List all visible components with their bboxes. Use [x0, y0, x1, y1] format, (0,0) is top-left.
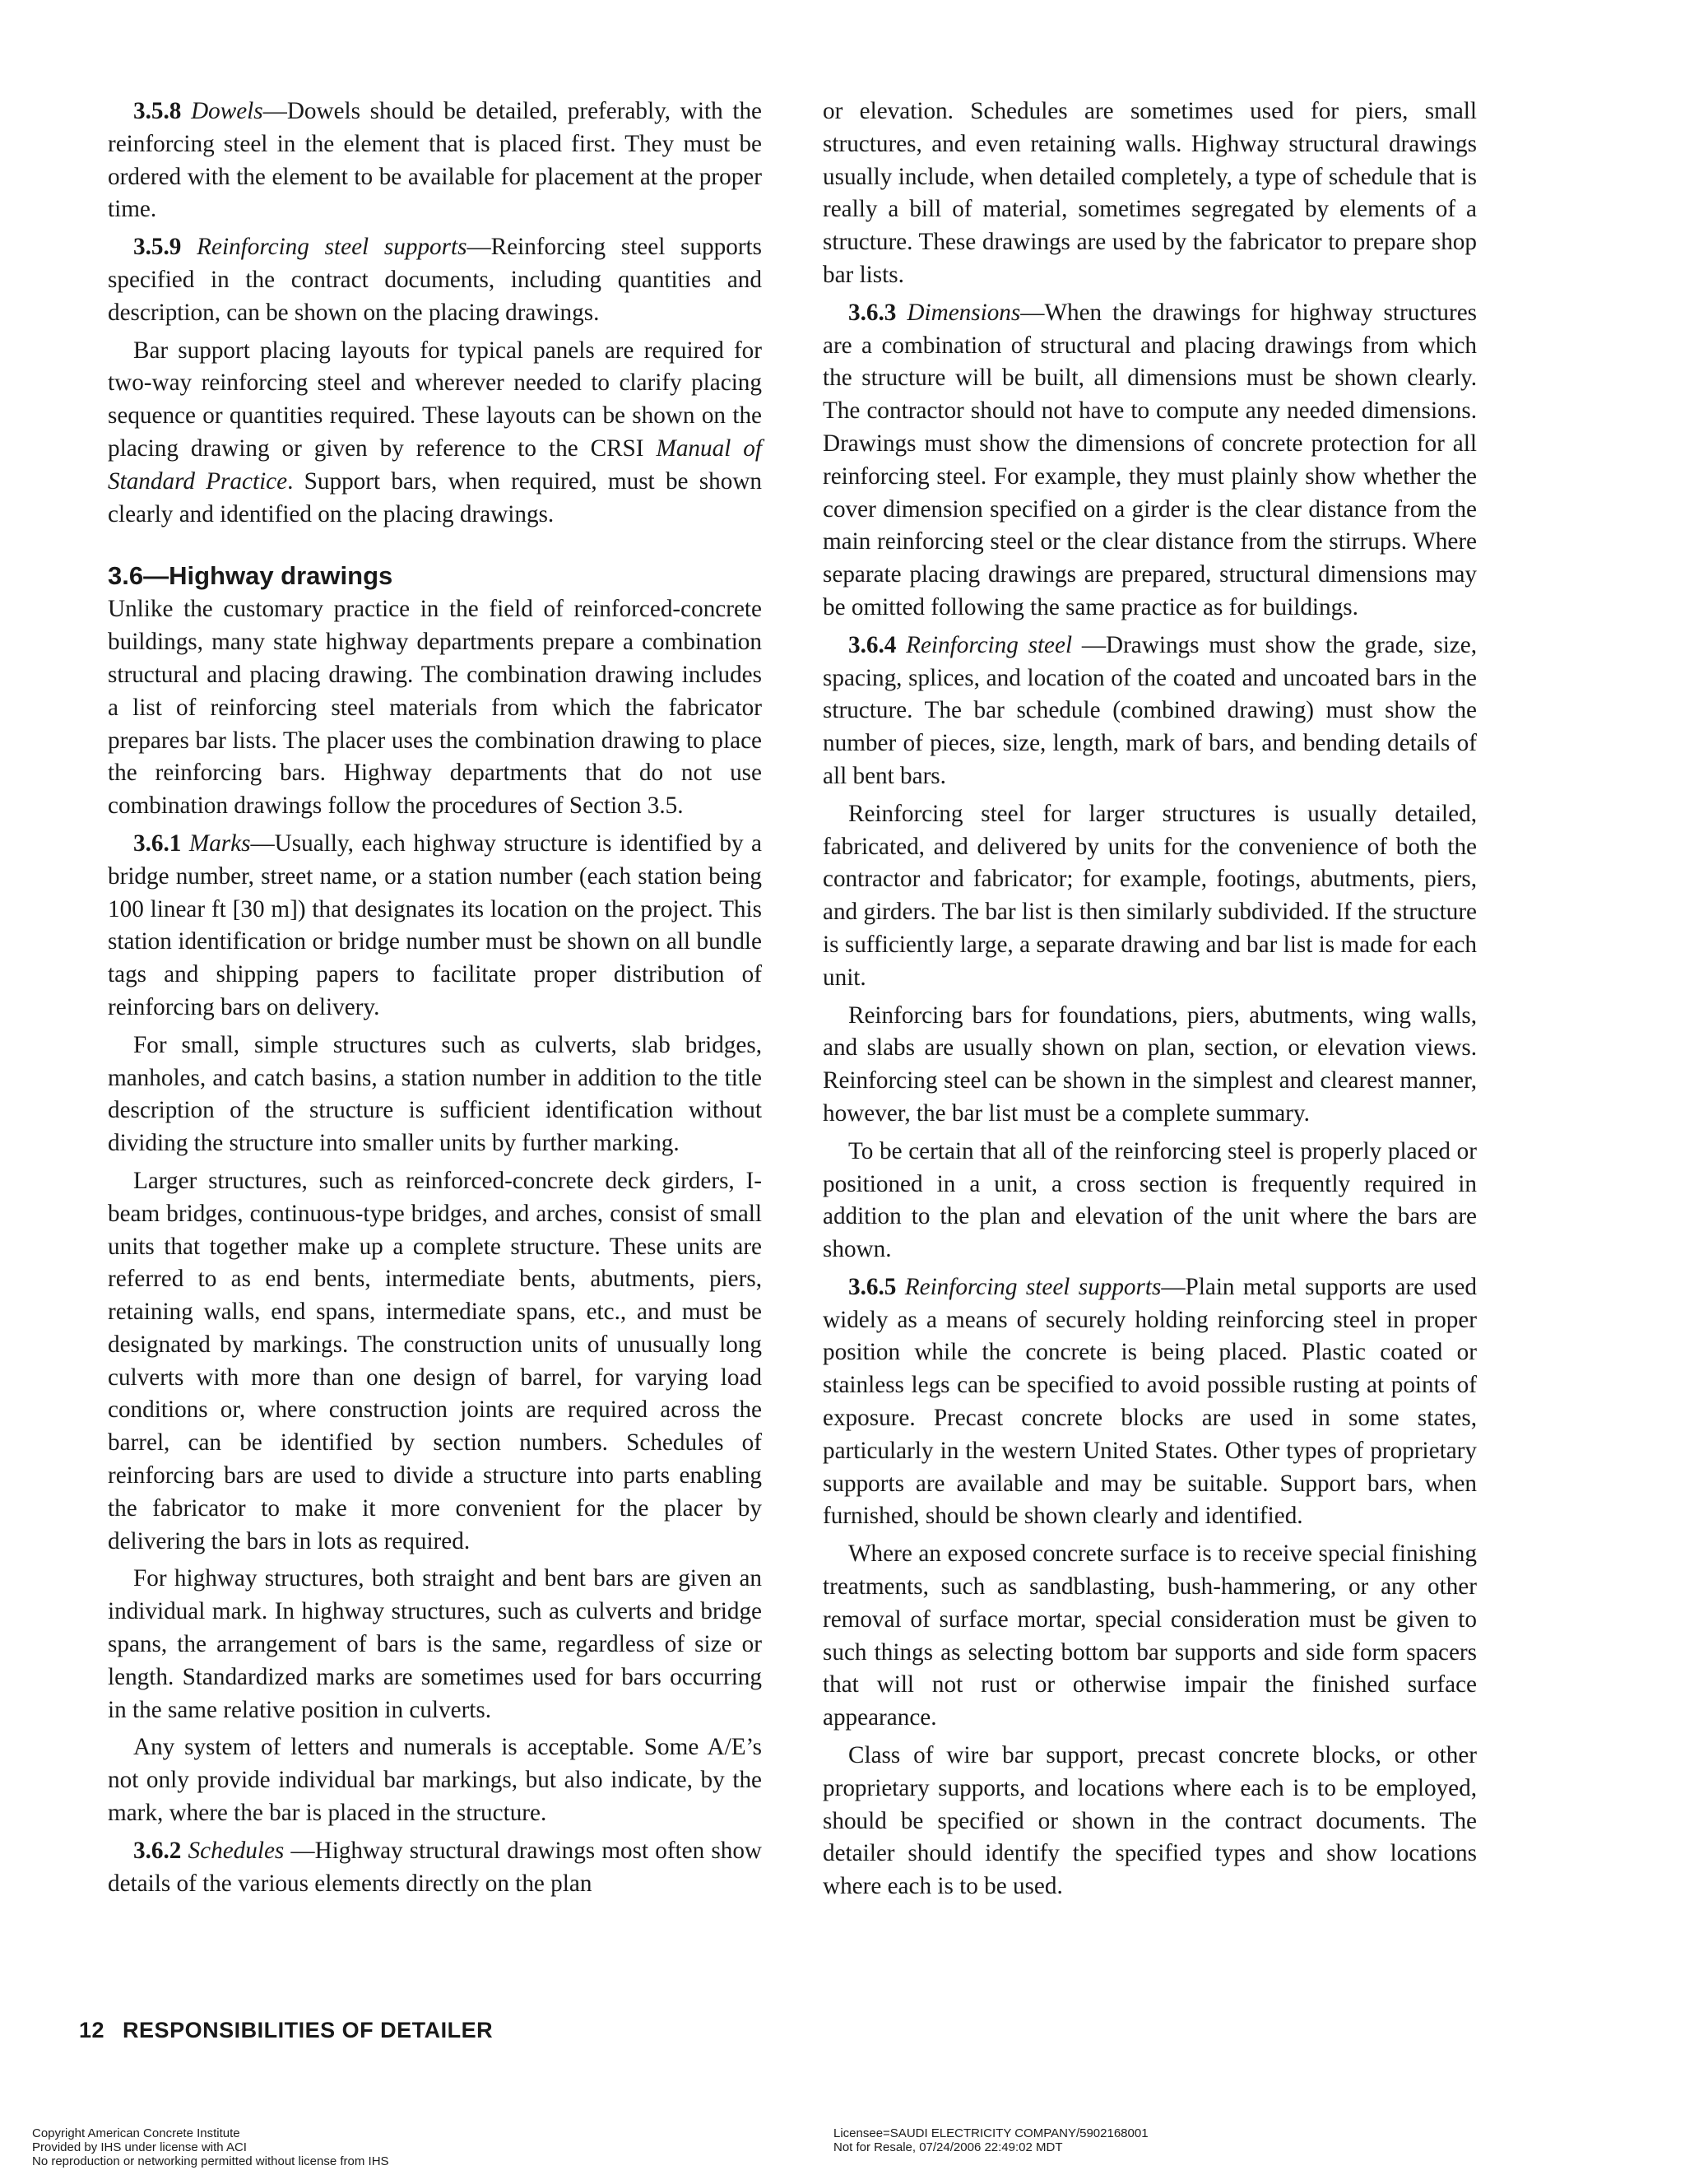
paragraph-larger-units: Reinforcing steel for larger structures is usually detailed, fabricated, and delivered by units for the convenience of both the contractor and fabricator; for example, footings, abutments, piers, and girders. The bar list is then similarly subdivided. If the structure is sufficiently large, a separate drawing and bar list is made for each unit.: [823, 800, 1477, 991]
right-column: [823, 95, 1477, 1908]
paragraph-text: —Reinforcing steel supports specified in the contract documents, including quantities and description, can be shown on the placing drawings.: [108, 234, 763, 326]
section-title: Schedules: [188, 1837, 285, 1864]
section-title: Dimensions: [907, 299, 1021, 326]
section-number: 3.5.9: [133, 234, 182, 261]
chapter-title: RESPONSIBILITIES OF DETAILER: [123, 2018, 494, 2042]
license-line: Licensee=SAUDI ELECTRICITY COMPANY/5902168001: [833, 2126, 1149, 2140]
license-notice: [833, 2126, 1149, 2154]
paragraph-text: —Usually, each highway structure is identified by a bridge number, street name, or a station number (each station being 100 linear ft [30 m]) that designates its location on the project. This station identification or bridge number must be shown on all bundle tags and shipping papers to facilitate proper distribution of reinforcing bars on delivery.: [108, 829, 762, 1020]
paragraph-text: . Support bars, when required, must be shown clearly and identified on the placing drawings.: [108, 467, 762, 527]
paragraph-foundations: Reinforcing bars for foundations, piers, abutments, wing walls, and slabs are usually shown on plan, section, or elevation views. Reinforcing steel can be shown in the simplest and clearest manner, however, the bar list must be a complete summary.: [823, 1001, 1477, 1127]
section-title: Reinforcing steel: [906, 631, 1073, 658]
paragraph-highway-marks: For highway structures, both straight and bent bars are given an individual mark. In highway structures, such as culverts and bridge spans, the arrangement of bars is the same, regardless of size or length. Standardized marks are sometimes used for bars occurring in the same relative position in culverts.: [108, 1565, 762, 1723]
section-number: 3.5.8: [133, 98, 182, 124]
paragraph-schedules-continued: or elevation. Schedules are sometimes used for piers, small structures, and even retaining walls. Highway structural drawings usually include, when detailed completely, a type of schedule that is really a bill of material, sometimes segregated by elements of a structure. These drawings are used by the fabricator to prepare shop bar lists.: [823, 98, 1477, 288]
section-heading-highway-drawings: 3.6—Highway drawings: [108, 561, 393, 591]
section-number: 3.6.2: [133, 1837, 182, 1864]
section-number: 3.6.1: [133, 829, 182, 857]
section-number: 3.6.5: [848, 1273, 897, 1300]
manual-title: Manual of Standard Practice: [108, 434, 762, 495]
paragraph-small-structures: For small, simple structures such as culverts, slab bridges, manholes, and catch basins, a station number in addition to the title description of the structure is sufficient identification without dividing the structure into smaller units by further marking.: [108, 1031, 762, 1157]
paragraph-marks: [108, 828, 762, 1025]
section-title: Reinforcing steel supports: [197, 234, 467, 261]
paragraph-cross-section: To be certain that all of the reinforcing steel is properly placed or positioned in a unit, a cross section is frequently required in addition to the plan and elevation of the unit where the bars are shown.: [823, 1137, 1477, 1263]
section-title: Marks: [188, 829, 251, 857]
paragraph-text: —Highway structural drawings most often show details of the various elements directly on the plan: [108, 1837, 763, 1897]
section-title: Dowels: [191, 98, 263, 124]
paragraph-dowels: [108, 95, 762, 226]
paragraph-larger-structures: Larger structures, such as reinforced-concrete deck girders, I-beam bridges, continuous-type bridges, and arches, consist of small units that together make up a complete structure. These units are referred to as end bents, intermediate bents, abutments, piers, retaining walls, end spans, intermediate spans, etc., and must be designated by markings. The construction units of unusually long culverts with more than one design of barrel, for varying load conditions or, where construction joints are required across the barrel, can be identified by section numbers. Schedules of reinforcing bars are used to divide a structure into parts enabling the fabricator to make it more convenient for the placer by delivering the bars in lots as required.: [108, 1167, 762, 1554]
paragraph-reinforcing-supports: [108, 231, 762, 329]
paragraph-bar-support-layouts: [108, 335, 762, 532]
section-number: 3.6.3: [848, 299, 897, 326]
paragraph-text: —When the drawings for highway structures are a combination of structural and placing drawings from which the structure will be built, all dimensions must be shown clearly. The contractor should not have to compute any needed dimensions. Drawings must show the dimensions of concrete protection for all reinforcing steel. For example, they must plainly show whether the cover dimension specified on a girder is the clear distance from the main reinforcing steel or the clear distance from the stirrups. Where separate placing drawings are prepared, structural dimensions may be omitted following the same practice as for buildings.: [823, 299, 1478, 620]
copyright-line: Copyright American Concrete Institute: [32, 2126, 240, 2140]
paragraph-schedules: [108, 1835, 762, 1901]
paragraph-exposed-surface: Where an exposed concrete surface is to receive special finishing treatments, such as sandblasting, bush-hammering, or any other removal of surface mortar, special consideration must be given to such things as selecting bottom bar supports and side form spacers that will not rust or otherwise impair the finished surface appearance.: [823, 1540, 1477, 1731]
page-number: 12: [79, 2018, 105, 2042]
section-number: 3.6.4: [848, 631, 897, 658]
paragraph-text: —Drawings must show the grade, size, spacing, splices, and location of the coated and uncoated bars in the structure. The bar schedule (combined drawing) must show the number of pieces, size, length, mark of bars, and bending details of all bent bars.: [823, 631, 1478, 789]
paragraph-steel-supports: [823, 1271, 1477, 1533]
license-line: Not for Resale, 07/24/2006 22:49:02 MDT: [833, 2140, 1063, 2154]
copyright-line: No reproduction or networking permitted without license from IHS: [32, 2154, 389, 2168]
paragraph-letters-numerals: Any system of letters and numerals is acceptable. Some A/E’s not only provide individual bar markings, but also indicate, by the mark, where the bar is placed in the structure.: [108, 1734, 762, 1827]
paragraph-reinforcing-steel: [823, 630, 1477, 793]
paragraph-text: —Plain metal supports are used widely as a means of securely holding reinforcing steel in proper position while the concrete is being placed. Plastic coated or stainless legs can be specified to avoid possible rusting at points of exposure. Precast concrete blocks are used in some states, particularly in the western United States. Other types of proprietary supports are available and may be suitable. Support bars, when furnished, should be shown clearly and identified.: [823, 1273, 1478, 1530]
copyright-notice: [32, 2126, 389, 2168]
paragraph-class-supports: Class of wire bar support, precast concrete blocks, or other proprietary supports, and locations where each is to be employed, should be specified or shown in the contract documents. The detailer should identify the specified types and show locations where each is to be used.: [823, 1742, 1477, 1900]
paragraph-dimensions: [823, 297, 1477, 625]
copyright-line: Provided by IHS under license with ACI: [32, 2140, 247, 2154]
paragraph-text: —Dowels should be detailed, preferably, with the reinforcing steel in the element that is placed first. They must be ordered with the element to be available for placement at the proper time.: [108, 98, 763, 223]
paragraph-highway-intro: Unlike the customary practice in the field of reinforced-concrete buildings, many state highway departments prepare a combination structural and placing drawing. The combination drawing includes a list of reinforcing steel materials from which the fabricator prepares bar lists. The placer uses the combination drawing to place the reinforcing bars. Highway departments that do not use combination drawings follow the procedures of Section 3.5.: [108, 596, 762, 820]
page-footer: [79, 2018, 493, 2043]
left-column: [108, 95, 762, 1905]
section-title: Reinforcing steel supports: [904, 1273, 1162, 1300]
paragraph-text: Bar support placing layouts for typical panels are required for two-way reinforcing steel and wherever needed to clarify placing sequence or quantities required. These layouts can be shown on the placing drawing or given by reference to the CRSI: [108, 337, 762, 462]
